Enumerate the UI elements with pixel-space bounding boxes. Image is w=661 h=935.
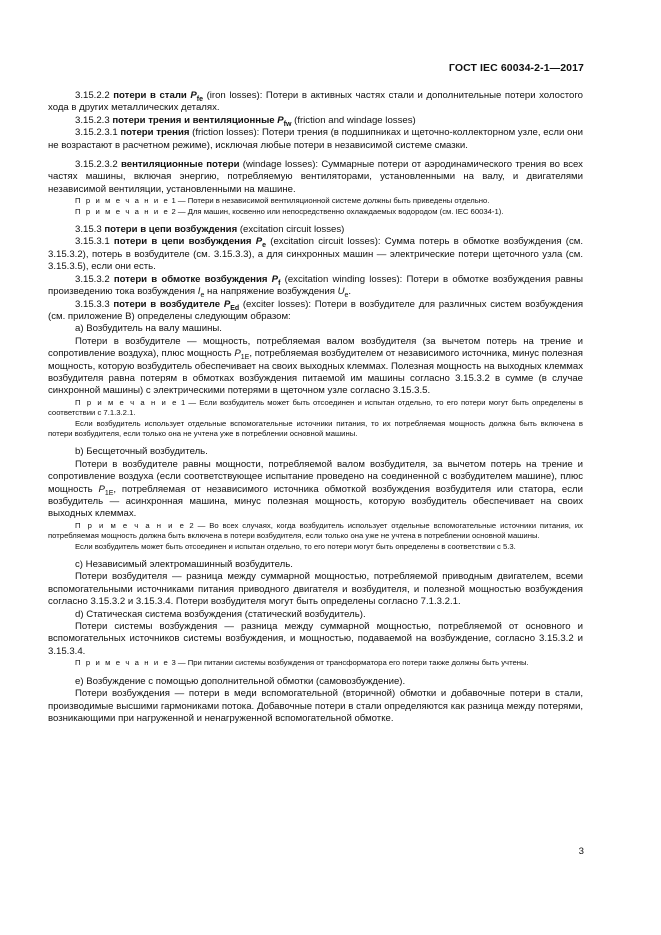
text-run: P [277, 114, 284, 126]
text-run: e) Возбуждение с помощью дополнительной обмотки (самовозбуждение). [75, 675, 406, 687]
text-run: 3.15.3.1 [75, 236, 114, 248]
text-paragraph [48, 90, 583, 115]
text-paragraph [48, 224, 583, 236]
text-run: Потери возбудителя — разница между суммарной мощностью, потребляемой приводным двигателем, всеми вспомогательными источниками питания приводного двигателя и возбудителя, и полезной мощностью возбуждения согласно 3.15.3.2 и 3.15.3.4. Потери возбудителя могут быть определены согласно 7.1.3.2.1. [48, 571, 583, 608]
text-run: (excitation circuit losses): Сумма потерь в обмотке возбуждения (см. 3.15.3.2), потерь в возбудителе (см. 3.15.3.3), а для синхронных машин — электрические потери щеточного узла (см. 3.15.3.5), если они есть. [48, 236, 584, 273]
text-run: P [98, 483, 105, 495]
text-run: I [197, 286, 201, 298]
text-paragraph [48, 609, 583, 621]
note-paragraph [48, 521, 583, 542]
text-run: (excitation winding losses): Потери в обмотке возбуждения равны произведению тока возбуждения [48, 273, 583, 298]
text-run: потери в обмотке возбуждения [113, 273, 272, 285]
text-run: П р и м е ч а н и е [75, 520, 186, 530]
text-paragraph [48, 274, 583, 299]
text-run: (iron losses): Потери в активных частях стали и дополнительные потери холостого хода в других металлических деталях. [48, 90, 584, 114]
text-run: 1 — Если возбудитель может быть отсоединен и испытан отдельно, то его потери могут быть определены в соответствии с 7.1.3.2.1. [48, 397, 583, 418]
text-run: 3.15.3.3 [75, 298, 114, 310]
page-number: 3 [578, 846, 584, 857]
text-run: П р и м е ч а н и е [75, 196, 170, 206]
text-run: Потери системы возбуждения — разница между суммарной мощностью, потребляемой от основного и вспомогательных источников системы возбуждения, и мощностью, подаваемой на возбуждение, согласно 3.15.3.2 и 3.15.3.4. [48, 621, 583, 657]
text-run: (friction and windage losses) [291, 114, 416, 126]
text-run: 3.15.2.3.1 [75, 127, 121, 139]
text-paragraph [48, 676, 583, 688]
text-paragraph [48, 299, 583, 324]
text-run: (windage losses): Суммарные потери от аэродинамического трения во всех частях машины, включая энергию, потребляемую вентиляторами, установленными на валу, и двигателями независимой вентиляции, установленными на машине. [48, 159, 583, 195]
text-run: вентиляционные потери [120, 159, 240, 171]
subscript: f [278, 279, 281, 287]
text-run: (excitation circuit losses) [237, 224, 345, 236]
text-run: Если возбудитель использует отдельные вспомогательные источники питания, то их потребляемая мощность должна быть включена в потери возбудителя, если только она не учтена уже в потреблении основной машины. [48, 418, 583, 438]
text-paragraph [48, 446, 583, 458]
subscript: 1E [104, 489, 114, 497]
text-run: П р и м е ч а н и е [75, 397, 178, 407]
text-run: b) Бесщеточный возбудитель. [75, 446, 208, 458]
text-run: (friction losses): Потери трения (в подшипниках и щеточно-коллекторном узле, если они не возрастают в расчетном режиме), исключая любые потери в независимой системе смазки. [48, 127, 583, 151]
text-run: потери трения [120, 127, 190, 139]
note-paragraph [48, 207, 583, 217]
text-run: c) Независимый электромашинный возбудитель. [75, 559, 293, 571]
text-run: Если возбудитель может быть отсоединен и испытан отдельно, то его потери могут быть определены в соответствии с 5.3. [75, 541, 516, 551]
text-run: . [348, 286, 352, 298]
text-run: 2 — Во всех случаях, когда возбудитель использует отдельные вспомогательные источники питания, их потребляемая мощность должна быть включена в потери возбудителя, если только она уже не учтена в потреблении основной машины. [48, 520, 583, 541]
text-paragraph [48, 323, 583, 335]
text-run: 2 — Для машин, косвенно или непосредственно охлаждаемых водородом (см. IEC 60034-1). [169, 206, 504, 216]
text-run: потери в цепи возбуждения [113, 236, 256, 248]
text-run: (exciter losses): Потери в возбудителе для различных систем возбуждения (см. приложение В) определены следующим образом: [48, 298, 584, 322]
text-run: , потребляемая от независимого источника обмоткой возбуждения возбудителя или статора, если возбудитель — асинхронная машина, минус полезная мощность, которую возбудитель обеспечивает на своих выходных клеммах. [48, 483, 583, 520]
subscript: 1E [240, 354, 250, 362]
text-run: a) Возбудитель на валу машины. [75, 323, 222, 335]
note-paragraph [48, 398, 583, 419]
text-run: на напряжение возбуждения [204, 286, 338, 298]
text-run: , потребляемая возбудителем от независимого источника, минус полезная мощность, которую возбудитель обеспечивает на своих выходных клеммах. Полезная мощность на выходных клеммах возбудителя равна потерям в обмотках возбуждения питаемой им машины согласно 3.15.3.2 в сумме (в случае синхронной машины) с электрическими потерями в щеточном узле согласно 3.15.3.5. [48, 348, 583, 397]
text-run: потери в возбудителе [113, 298, 224, 310]
text-paragraph [48, 621, 583, 658]
subscript: e [262, 242, 267, 250]
note-paragraph [48, 419, 583, 440]
note-paragraph [48, 542, 583, 552]
note-paragraph [48, 658, 583, 668]
text-paragraph [48, 236, 583, 273]
text-run: P [234, 348, 241, 360]
subscript: Ed [230, 304, 240, 312]
text-run: 3.15.3 [75, 224, 105, 236]
text-run: P [190, 90, 197, 101]
text-run: 3 — При питании системы возбуждения от трансформатора его потери также должны быть учтены. [169, 658, 529, 668]
text-run: P [255, 236, 263, 248]
subscript: e [200, 292, 205, 299]
standard-header: ГОСТ IEC 60034-2-1—2017 [448, 62, 584, 74]
note-paragraph [48, 196, 583, 206]
text-paragraph [48, 127, 583, 152]
text-paragraph [48, 571, 583, 608]
text-run: П р и м е ч а н и е [75, 206, 170, 216]
document-body [48, 90, 583, 725]
text-paragraph [48, 159, 583, 196]
subscript: e [344, 292, 349, 299]
text-run: потери в стали [113, 90, 191, 101]
subscript: fw [283, 120, 292, 128]
text-run: Потери в возбудителе — мощность, потребляемая валом возбудителя (за вычетом потерь на трение и сопротивление воздуха), плюс мощность [48, 335, 583, 360]
text-run: Потери возбуждения — потери в меди вспомогательной (вторичной) обмотки и добавочные потери в стали, производимые высшими гармониками потока. Добавочные потери в стали определяются как разница между потерями, возникающими при нагруженной и ненагруженной вспомогательной обмотке. [48, 688, 583, 724]
text-run: Потери в возбудителе равны мощности, потребляемой валом возбудителя, за вычетом потерь на трение и сопротивление воздуха (если соответствующее испытание проведено на соединенной с возбудителем машине), плюс мощность [48, 458, 583, 495]
text-paragraph [48, 336, 583, 398]
text-run: P [271, 273, 279, 285]
text-run: d) Статическая система возбуждения (статический возбудитель). [75, 608, 366, 620]
text-run: 3.15.2.3 [75, 114, 113, 126]
text-run: П р и м е ч а н и е [75, 658, 170, 668]
text-run: 1 — Потери в независимой вентиляционной системе должны быть приведены отдельно. [169, 196, 490, 206]
text-run: 3.15.3.2 [75, 273, 114, 285]
text-paragraph [48, 559, 583, 571]
subscript: fe [196, 95, 204, 103]
text-run: 3.15.2.3.2 [75, 159, 121, 171]
text-run: потери трения и вентиляционные [112, 114, 278, 126]
text-run: U [337, 286, 345, 298]
text-paragraph [48, 688, 583, 725]
text-run: 3.15.2.2 [75, 90, 114, 101]
text-paragraph [48, 115, 583, 127]
text-paragraph [48, 459, 583, 521]
text-run: P [223, 298, 231, 310]
text-run: потери в цепи возбуждения [104, 224, 238, 236]
